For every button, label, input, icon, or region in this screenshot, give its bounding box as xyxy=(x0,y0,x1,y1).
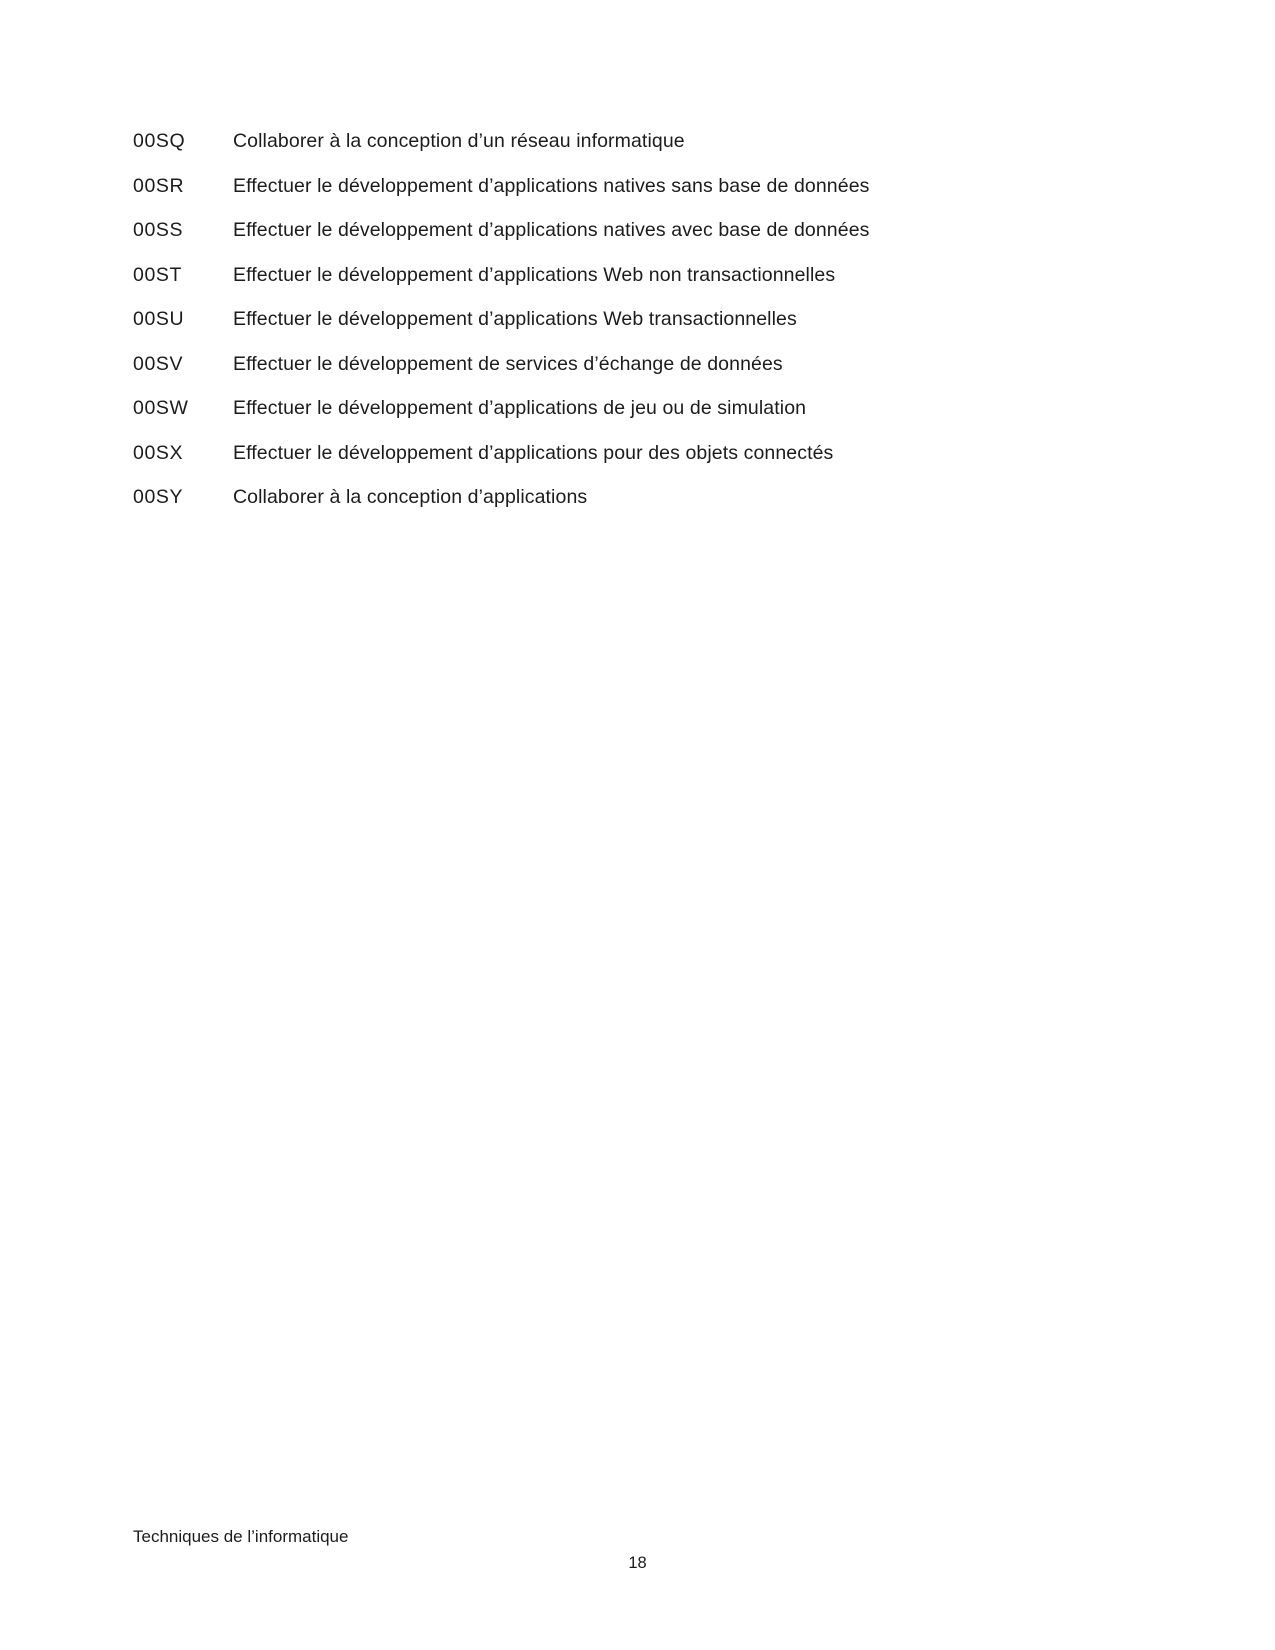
competency-row xyxy=(133,309,1215,329)
competency-row xyxy=(133,265,1215,285)
competency-row xyxy=(133,220,1215,240)
competency-code: 00ST xyxy=(133,263,183,286)
footer-program-title: Techniques de l’informatique xyxy=(133,1527,349,1546)
competency-label: Collaborer à la conception d’un réseau informatique xyxy=(233,130,685,152)
competency-code: 00SR xyxy=(133,174,185,197)
competency-row xyxy=(133,398,1215,418)
competency-label: Effectuer le développement d’applications natives sans base de données xyxy=(233,174,870,197)
competency-row xyxy=(133,487,1215,507)
competency-code: 00SS xyxy=(133,219,184,241)
competency-row xyxy=(133,443,1215,463)
competency-label: Effectuer le développement d’applications Web transactionnelles xyxy=(233,308,797,330)
competency-label: Effectuer le développement d’applications pour des objets connectés xyxy=(233,441,834,464)
competency-label: Collaborer à la conception d’applications xyxy=(233,486,588,508)
competency-code: 00SW xyxy=(133,397,189,419)
competency-label: Effectuer le développement d’applications Web non transactionnelles xyxy=(233,263,836,286)
competency-row xyxy=(133,354,1215,374)
competency-code: 00SQ xyxy=(133,130,186,152)
competency-code: 00SV xyxy=(133,352,184,375)
competency-code: 00SU xyxy=(133,308,185,330)
competency-code: 00SY xyxy=(133,486,184,508)
competency-label: Effectuer le développement d’applications de jeu ou de simulation xyxy=(233,397,807,419)
competency-code: 00SX xyxy=(133,441,184,464)
competency-label: Effectuer le développement de services d’échange de données xyxy=(233,352,783,375)
competency-row xyxy=(133,131,1215,151)
competency-row xyxy=(133,176,1215,196)
competency-list xyxy=(133,131,1215,532)
page-number: 18 xyxy=(628,1554,647,1572)
competency-label: Effectuer le développement d’applications natives avec base de données xyxy=(233,219,870,241)
